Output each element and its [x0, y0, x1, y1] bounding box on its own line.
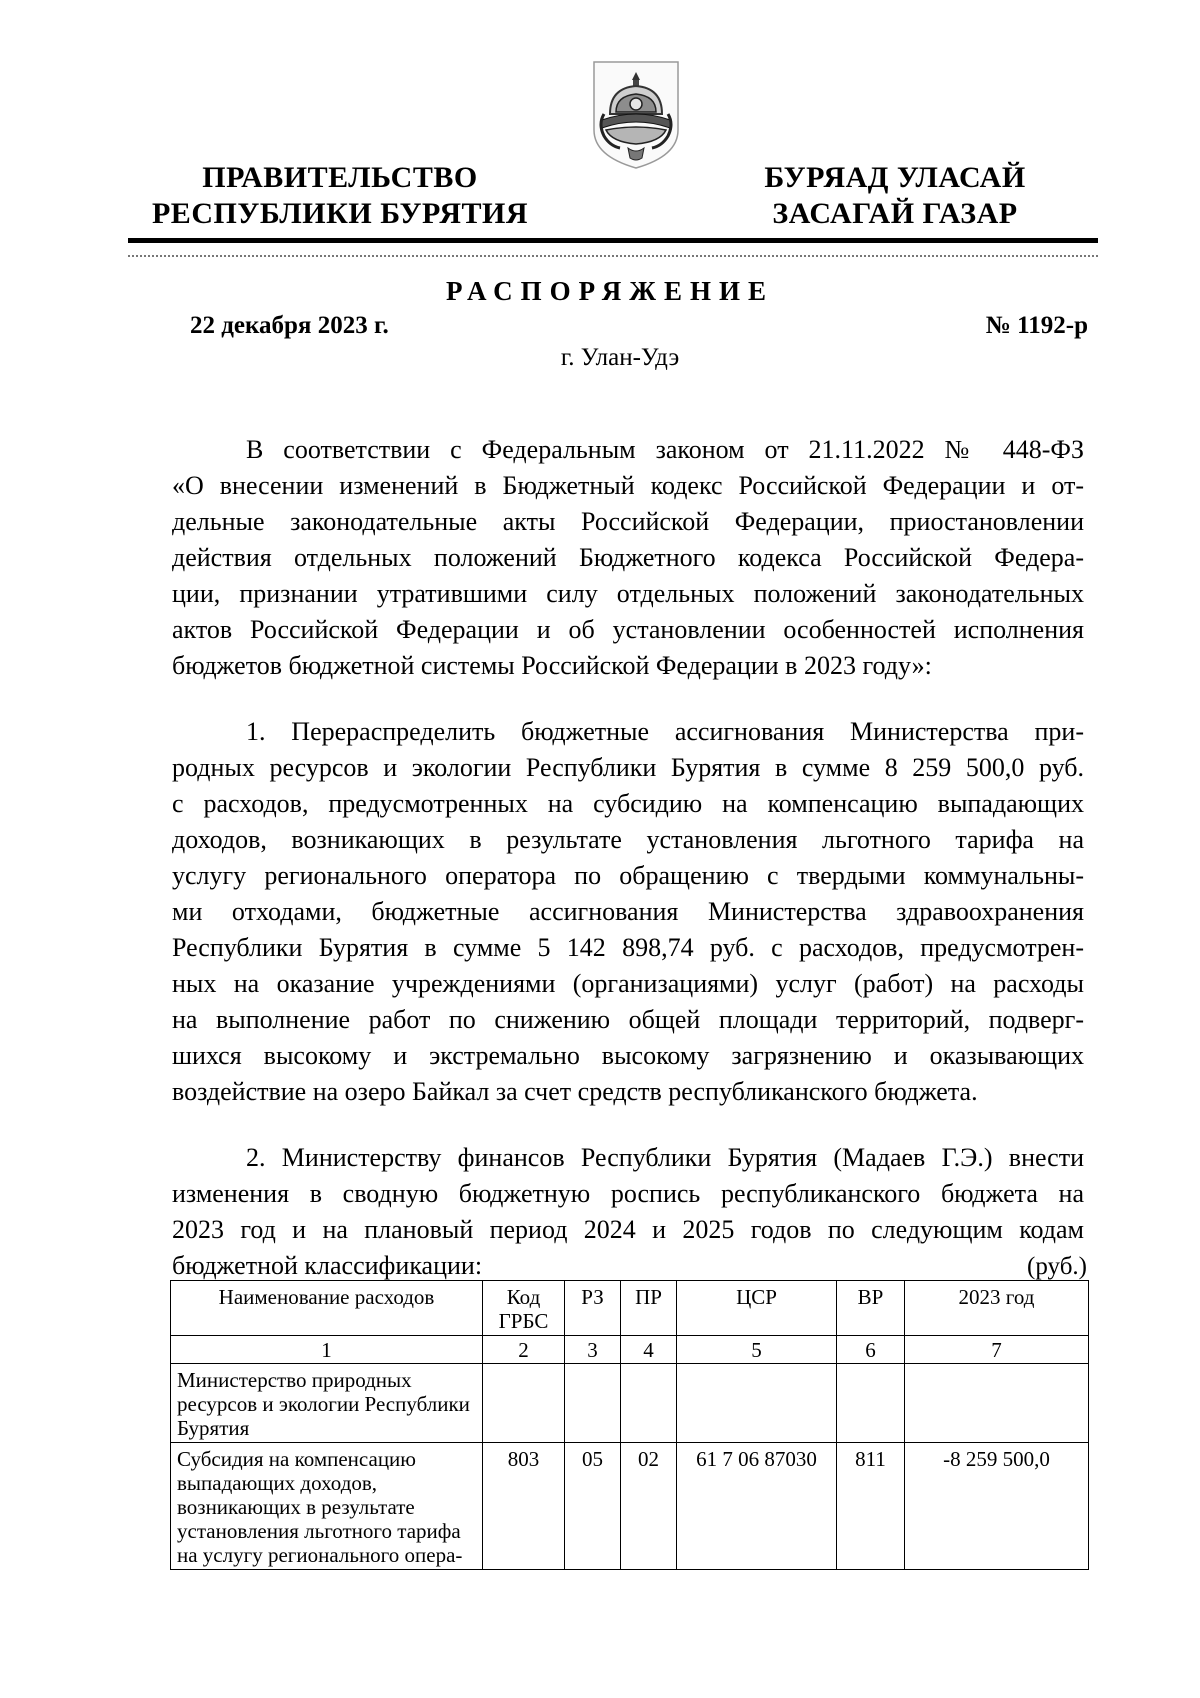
amount-cell: -8 259 500,0 [905, 1443, 1089, 1570]
column-number: 6 [837, 1336, 905, 1364]
text-line: родных ресурсов и экологии Республики Бурятия в сумме 8 259 500,0 руб. [172, 753, 1084, 782]
column-number: 2 [483, 1336, 565, 1364]
column-number: 4 [621, 1336, 677, 1364]
text-line: бюджетов бюджетной системы Российской Федерации в 2023 году»: [172, 651, 932, 680]
rz-cell: 05 [565, 1443, 621, 1570]
text-line: на выполнение работ по снижению общей площади территорий, подверг- [172, 1005, 1084, 1034]
document-body [172, 432, 1084, 1314]
column-header: Код ГРБС [483, 1281, 565, 1336]
preamble-paragraph [172, 432, 1084, 684]
document-date: 22 декабря 2023 г. [190, 312, 389, 339]
text-line: 2. Министерству финансов Республики Бурятия (Мадаев Г.Э.) внести [246, 1143, 1084, 1172]
column-header: ЦСР [677, 1281, 837, 1336]
government-name-buryat [735, 160, 1055, 232]
text-line: ми отходами, бюджетные ассигнования Министерства здравоохранения [172, 897, 1084, 926]
text-line: бюджетной классификации: [172, 1251, 483, 1280]
text-line: с расходов, предусмотренных на субсидию на компенсацию выпадающих [172, 789, 1084, 818]
vr-cell [837, 1364, 905, 1443]
csr-cell: 61 7 06 87030 [677, 1443, 837, 1570]
coat-of-arms-icon [590, 58, 682, 172]
amount-cell [905, 1364, 1089, 1443]
header-rule-thin [128, 255, 1098, 257]
text-line: шихся высокому и экстремально высокому загрязнению и оказывающих [172, 1041, 1084, 1070]
row-name-cell: Министерство природных ресурсов и экологии Республики Бурятия [171, 1364, 483, 1443]
column-header: ПР [621, 1281, 677, 1336]
government-name-line-1: ПРАВИТЕЛЬСТВО [202, 161, 478, 194]
document-number: № 1192-р [985, 312, 1088, 339]
grbs-cell [483, 1364, 565, 1443]
pr-cell: 02 [621, 1443, 677, 1570]
text-line: действия отдельных положений Бюджетного кодекса Российской Федера- [172, 543, 1084, 572]
text-line: Республики Бурятия в сумме 5 142 898,74 руб. с расходов, предусмотрен- [172, 933, 1084, 962]
text-line: ции, признании утратившими силу отдельных положений законодательных [172, 579, 1084, 608]
budget-table [170, 1280, 1089, 1570]
vr-cell: 811 [837, 1443, 905, 1570]
column-header: Наименование расходов [171, 1281, 483, 1336]
document-type-title: РАСПОРЯЖЕНИЕ [445, 276, 775, 306]
clause-1-paragraph [172, 714, 1084, 1110]
column-header: РЗ [565, 1281, 621, 1336]
column-number: 5 [677, 1336, 837, 1364]
government-name-russian [150, 160, 530, 232]
text-line: ных на оказание учреждениями (организациями) услуг (работ) на расходы [172, 969, 1084, 998]
text-line: В соответствии с Федеральным законом от 21.11.2022 № 448-ФЗ [246, 435, 1084, 464]
government-name-buryat-line-2: ЗАСАГАЙ ГАЗАР [772, 197, 1018, 230]
text-line: услугу регионального оператора по обращению с твердыми коммунальны- [172, 861, 1084, 890]
text-line: 2023 год и на плановый период 2024 и 2025 годов по следующим кодам [172, 1215, 1084, 1244]
column-number: 1 [171, 1336, 483, 1364]
column-number-row [171, 1336, 1089, 1364]
table-row [171, 1443, 1089, 1570]
rz-cell [565, 1364, 621, 1443]
text-line: воздействие на озеро Байкал за счет средств республиканского бюджета. [172, 1077, 978, 1106]
text-line: актов Российской Федерации и об установлении особенностей исполнения [172, 615, 1084, 644]
column-header: ВР [837, 1281, 905, 1336]
text-line: «О внесении изменений в Бюджетный кодекс Российской Федерации и от- [172, 471, 1084, 500]
header-rule-thick [128, 238, 1098, 243]
text-line: дельные законодательные акты Российской Федерации, приостановлении [172, 507, 1084, 536]
csr-cell [677, 1364, 837, 1443]
text-line: изменения в сводную бюджетную роспись республиканского бюджета на [172, 1179, 1084, 1208]
pr-cell [621, 1364, 677, 1443]
row-name-cell: Субсидия на компенсацию выпадающих доходов, возникающих в результате установления льготного тарифа на услугу регионального опера- [171, 1443, 483, 1570]
column-header: 2023 год [905, 1281, 1089, 1336]
text-line: доходов, возникающих в результате установления льготного тарифа на [172, 825, 1084, 854]
grbs-cell: 803 [483, 1443, 565, 1570]
column-number: 7 [905, 1336, 1089, 1364]
table-header-row [171, 1281, 1089, 1336]
government-name-line-2: РЕСПУБЛИКИ БУРЯТИЯ [151, 197, 529, 230]
table-row [171, 1364, 1089, 1443]
text-line: 1. Перераспределить бюджетные ассигнования Министерства при- [246, 717, 1084, 746]
clause-2-paragraph [172, 1140, 1084, 1284]
column-number: 3 [565, 1336, 621, 1364]
document-city: г. Улан-Удэ [560, 344, 680, 371]
government-name-buryat-line-1: БУРЯАД УЛАСАЙ [764, 161, 1026, 194]
table-unit-label: (руб.) [1027, 1253, 1087, 1280]
